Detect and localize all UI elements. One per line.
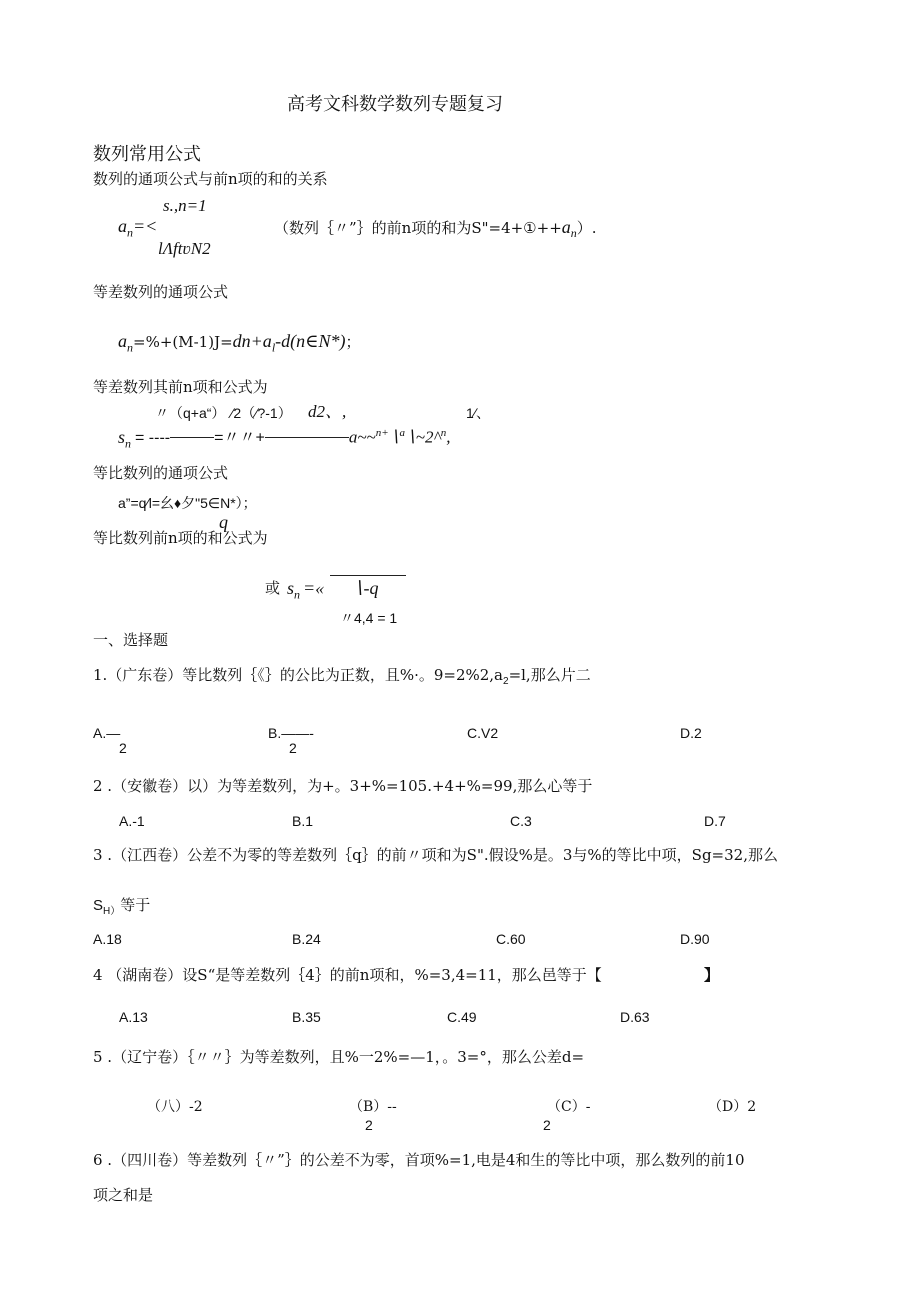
q1-option-b-denominator: 2	[289, 740, 297, 756]
section-heading-choice: 一、选择题	[93, 631, 169, 649]
relation-note: （数列｛〃”｝的前n项的和为$S"=4+①++a_n$）.	[274, 217, 597, 240]
q1-option-b: B.——-	[268, 725, 314, 741]
q2-option-d: D.7	[704, 813, 726, 829]
arith-sum-bottom: = ---- =〃〃+ a~~$^{n+}$∖$^a$∖~2^$^n$,	[135, 427, 451, 447]
q5-option-c: （C）-	[547, 1099, 591, 1115]
geo-sum-heading: 等比数列前n项的和公式为	[93, 529, 268, 547]
question-4-bracket-close: 】	[704, 966, 720, 984]
section-heading-formulas: 数列常用公式	[93, 144, 201, 165]
q5-option-b: （B）--	[349, 1099, 397, 1115]
q2-option-b: B.1	[292, 813, 314, 829]
question-4: 4 （湖南卷）设S“是等差数列｛4｝的前n项和，%=3,4=11，那么邑等于【	[93, 966, 602, 984]
arith-sum-top-c: d2、,	[308, 402, 347, 421]
q4-option-d: D.63	[620, 1009, 650, 1025]
q5-option-b-denominator: 2	[365, 1117, 373, 1133]
geo-term-heading: 等比数列的通项公式	[93, 464, 229, 482]
geo-term-formula: a”=q∕l=幺♦夕"5∈N*）；	[118, 495, 257, 511]
q5-option-c-denominator: 2	[543, 1117, 551, 1133]
geo-sum-bottom: 〃4,4 = 1	[340, 610, 398, 626]
q3-option-a: A.18	[93, 931, 122, 947]
arith-sum-top-a: 〃（q+a“）	[155, 405, 226, 421]
q5-option-d: （D）2	[708, 1099, 757, 1115]
fraction-bar	[330, 575, 406, 576]
question-3-line-2: $S_{H)}$等于	[93, 896, 151, 917]
geo-sum-or: 或	[265, 579, 281, 597]
question-3: 3 .（江西卷）公差不为零的等差数列｛q｝的前〃项和为S".假设%是。3与%的等比中项，Sg=32,那么	[93, 846, 778, 864]
question-6-line-2: 项之和是	[93, 1186, 154, 1204]
arith-term-formula: $a_n=\%+(M-1)J=dn+a_l-d(n\in N*)$；	[118, 331, 361, 355]
fraction-bar	[265, 437, 349, 438]
q5-option-a: （八）-2	[147, 1099, 203, 1115]
piecewise-left: $a_n=<$	[118, 216, 158, 240]
relation-heading: 数列的通项公式与前n项的和的关系	[93, 170, 328, 188]
q2-option-c: C.3	[510, 813, 532, 829]
geo-sum-denominator: ∖-q	[352, 578, 379, 598]
q4-option-a: A.13	[119, 1009, 148, 1025]
piecewise-bottom: lΛftʋN2	[158, 239, 211, 258]
question-6: 6 .（四川卷）等差数列｛〃”｝的公差不为零，首项%=1,电是4和生的等比中项，那么数列的前10	[93, 1151, 745, 1169]
q3-option-d: D.90	[680, 931, 710, 947]
question-5: 5 .（辽宁卷）｛〃〃｝为等差数列，且%一2%=—1，。3=°，那么公差d=	[93, 1048, 585, 1066]
geo-sum-left: $s_n$ =«	[287, 578, 325, 602]
q4-option-b: B.35	[292, 1009, 321, 1025]
q1-option-d: D.2	[680, 725, 702, 741]
q1-option-c: C.V2	[467, 725, 499, 741]
q1-option-a-denominator: 2	[119, 740, 127, 756]
q2-option-a: A.-1	[119, 813, 145, 829]
q3-option-c: C.60	[496, 931, 526, 947]
piecewise-top: s.,n=1	[163, 196, 207, 215]
q3-option-b: B.24	[292, 931, 321, 947]
arith-sum-top-d: 1∕、	[466, 405, 491, 421]
arith-sum-left: $s_n$	[118, 427, 132, 451]
arith-sum-top-b: ∕2（∕?-1）	[231, 405, 292, 421]
arith-sum-heading: 等差数列其前n项和公式为	[93, 378, 268, 396]
question-1: 1.（广东卷）等比数列｛《｝的公比为正数，且%·。$9=2\%2,a_2=l$,那么片二	[93, 666, 591, 687]
q1-option-a: A.—	[93, 725, 121, 741]
geo-term-q: q	[219, 512, 228, 532]
page-title: 高考文科数学数列专题复习	[287, 94, 503, 115]
question-2: 2 .（安徽卷）以）为等差数列，为+。3+%=105.+4+%=99,那么心等于	[93, 777, 593, 795]
q4-option-c: C.49	[447, 1009, 477, 1025]
arith-term-heading: 等差数列的通项公式	[93, 283, 229, 301]
fraction-bar	[170, 437, 214, 438]
